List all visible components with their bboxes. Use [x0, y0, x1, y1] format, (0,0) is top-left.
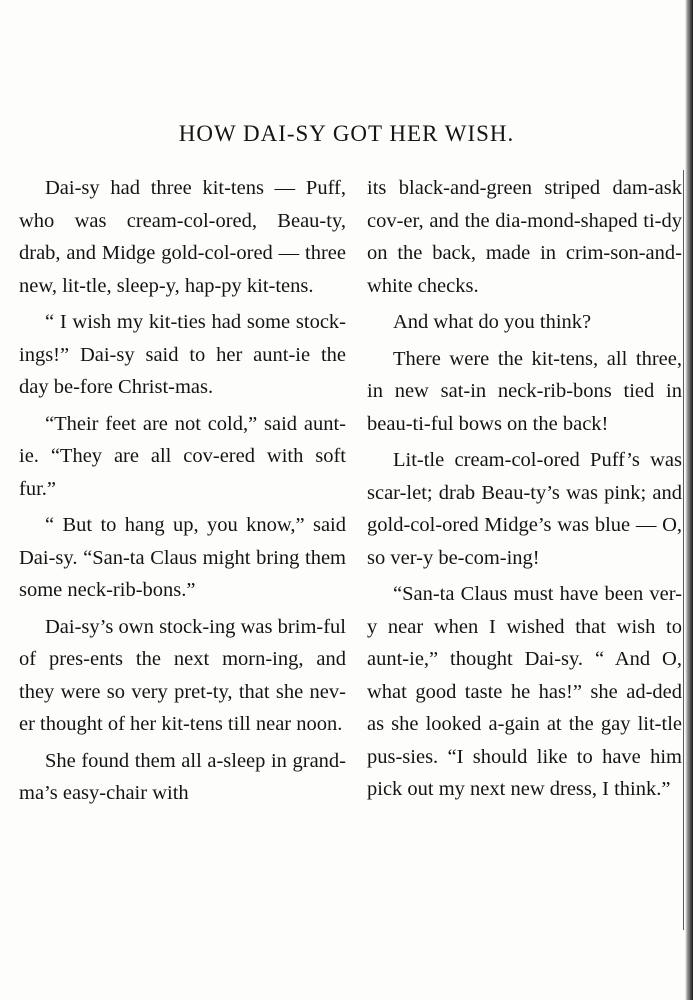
left-column [19, 172, 346, 814]
margin-rule [683, 170, 684, 930]
paragraph: “ But to hang up, you know,” said Dai-sy. “San-ta Claus might bring them some neck-rib-bons.” [19, 514, 346, 601]
paragraph: And what do you think? [393, 311, 592, 333]
paragraph: She found them all a-sleep in grand-ma’s easy-chair with [19, 749, 346, 804]
story-title: HOW DAI-SY GOT HER WISH. [178, 121, 515, 146]
paragraph: “ I wish my kit-ties had some stock-ings!” Dai-sy said to her aunt-ie the day be-fore Christ-mas. [19, 311, 346, 398]
right-column [367, 172, 682, 810]
paragraph: Dai-sy had three kit-tens — Puff, who was cream-col-ored, Beau-ty, drab, and Midge gold-col-ored — three new, lit-tle, sleep-y, hap-py kit-tens. [19, 177, 346, 297]
paragraph: Lit-tle cream-col-ored Puff’s was scar-let; drab Beau-ty’s was pink; and gold-col-ored Midge’s was blue — O, so ver-y be-com-ing! [367, 449, 682, 569]
page-edge-shadow [685, 0, 693, 1000]
paragraph: “San-ta Claus must have been ver-y near when I wished that wish to aunt-ie,” thought Dai-sy. “ And O, what good taste he has!” she ad-ded as she looked a-gain at the gay lit-tle pus-sies. “I should like to have him pick out my next new dress, I think.” [367, 583, 682, 800]
paragraph-continued: its black-and-green striped dam-ask cov-er, and the dia-mond-shaped ti-dy on the back, made in crim-son-and-white checks. [367, 177, 682, 297]
paragraph: There were the kit-tens, all three, in new sat-in neck-rib-bons tied in beau-ti-ful bows on the back! [367, 347, 682, 435]
paragraph: “Their feet are not cold,” said aunt-ie. “They are all cov-ered with soft fur.” [19, 412, 346, 500]
paragraph: Dai-sy’s own stock-ing was brim-ful of pres-ents the next morn-ing, and they were so very pret-ty, that she nev-er thought of her kit-tens till near noon. [19, 615, 346, 735]
